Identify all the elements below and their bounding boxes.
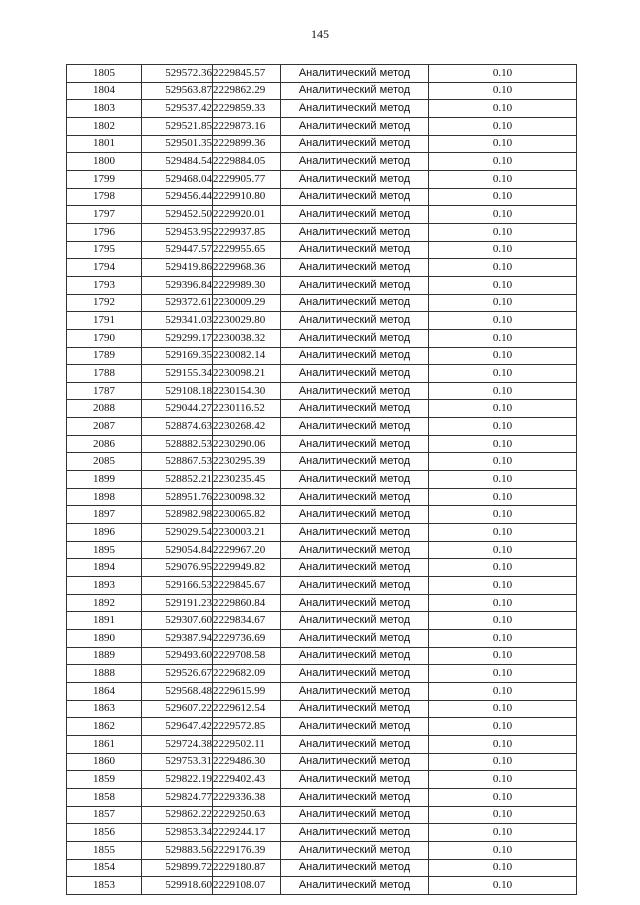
accuracy-cell: 0.10 bbox=[429, 524, 577, 542]
point-number-cell: 2085 bbox=[67, 453, 142, 471]
y-coordinate-cell: 2229486.30 bbox=[213, 753, 281, 771]
point-number-cell: 1799 bbox=[67, 170, 142, 188]
point-number-cell: 1791 bbox=[67, 312, 142, 330]
accuracy-cell: 0.10 bbox=[429, 471, 577, 489]
x-coordinate-cell: 529456.44 bbox=[142, 188, 213, 206]
method-cell: Аналитический метод bbox=[281, 524, 429, 542]
point-number-cell: 2088 bbox=[67, 400, 142, 418]
y-coordinate-cell: 2229873.16 bbox=[213, 117, 281, 135]
x-coordinate-cell: 529899.72 bbox=[142, 859, 213, 877]
table-row bbox=[67, 382, 577, 400]
point-number-cell: 1891 bbox=[67, 612, 142, 630]
x-coordinate-cell: 529753.31 bbox=[142, 753, 213, 771]
method-cell: Аналитический метод bbox=[281, 188, 429, 206]
y-coordinate-cell: 2230065.82 bbox=[213, 506, 281, 524]
method-cell: Аналитический метод bbox=[281, 506, 429, 524]
table-row bbox=[67, 259, 577, 277]
method-cell: Аналитический метод bbox=[281, 65, 429, 83]
accuracy-cell: 0.10 bbox=[429, 223, 577, 241]
accuracy-cell: 0.10 bbox=[429, 682, 577, 700]
method-cell: Аналитический метод bbox=[281, 753, 429, 771]
point-number-cell: 1895 bbox=[67, 541, 142, 559]
method-cell: Аналитический метод bbox=[281, 206, 429, 224]
accuracy-cell: 0.10 bbox=[429, 418, 577, 436]
point-number-cell: 2087 bbox=[67, 418, 142, 436]
table-row bbox=[67, 135, 577, 153]
accuracy-cell: 0.10 bbox=[429, 206, 577, 224]
table-row bbox=[67, 559, 577, 577]
table-row bbox=[67, 241, 577, 259]
point-number-cell: 1862 bbox=[67, 718, 142, 736]
x-coordinate-cell: 528951.76 bbox=[142, 488, 213, 506]
method-cell: Аналитический метод bbox=[281, 276, 429, 294]
x-coordinate-cell: 529724.38 bbox=[142, 735, 213, 753]
table-row bbox=[67, 418, 577, 436]
y-coordinate-cell: 2229176.39 bbox=[213, 841, 281, 859]
y-coordinate-cell: 2229180.87 bbox=[213, 859, 281, 877]
y-coordinate-cell: 2230295.39 bbox=[213, 453, 281, 471]
accuracy-cell: 0.10 bbox=[429, 841, 577, 859]
accuracy-cell: 0.10 bbox=[429, 276, 577, 294]
method-cell: Аналитический метод bbox=[281, 471, 429, 489]
accuracy-cell: 0.10 bbox=[429, 577, 577, 595]
point-number-cell: 1792 bbox=[67, 294, 142, 312]
accuracy-cell: 0.10 bbox=[429, 753, 577, 771]
point-number-cell: 1858 bbox=[67, 788, 142, 806]
accuracy-cell: 0.10 bbox=[429, 788, 577, 806]
point-number-cell: 1788 bbox=[67, 365, 142, 383]
accuracy-cell: 0.10 bbox=[429, 382, 577, 400]
accuracy-cell: 0.10 bbox=[429, 630, 577, 648]
table-row bbox=[67, 630, 577, 648]
table-row bbox=[67, 100, 577, 118]
accuracy-cell: 0.10 bbox=[429, 488, 577, 506]
method-cell: Аналитический метод bbox=[281, 700, 429, 718]
point-number-cell: 1787 bbox=[67, 382, 142, 400]
x-coordinate-cell: 529493.60 bbox=[142, 647, 213, 665]
x-coordinate-cell: 529029.54 bbox=[142, 524, 213, 542]
x-coordinate-cell: 529647.42 bbox=[142, 718, 213, 736]
point-number-cell: 1800 bbox=[67, 153, 142, 171]
y-coordinate-cell: 2230116.52 bbox=[213, 400, 281, 418]
accuracy-cell: 0.10 bbox=[429, 170, 577, 188]
table-row bbox=[67, 506, 577, 524]
point-number-cell: 1853 bbox=[67, 877, 142, 895]
method-cell: Аналитический метод bbox=[281, 824, 429, 842]
x-coordinate-cell: 529862.22 bbox=[142, 806, 213, 824]
point-number-cell: 1892 bbox=[67, 594, 142, 612]
y-coordinate-cell: 2229859.33 bbox=[213, 100, 281, 118]
point-number-cell: 1805 bbox=[67, 65, 142, 83]
table-row bbox=[67, 665, 577, 683]
x-coordinate-cell: 529526.67 bbox=[142, 665, 213, 683]
x-coordinate-cell: 529853.34 bbox=[142, 824, 213, 842]
y-coordinate-cell: 2230029.80 bbox=[213, 312, 281, 330]
accuracy-cell: 0.10 bbox=[429, 700, 577, 718]
x-coordinate-cell: 528867.53 bbox=[142, 453, 213, 471]
x-coordinate-cell: 529883.56 bbox=[142, 841, 213, 859]
y-coordinate-cell: 2229949.82 bbox=[213, 559, 281, 577]
table-row bbox=[67, 488, 577, 506]
x-coordinate-cell: 529341.03 bbox=[142, 312, 213, 330]
x-coordinate-cell: 529155.34 bbox=[142, 365, 213, 383]
x-coordinate-cell: 529108.18 bbox=[142, 382, 213, 400]
point-number-cell: 1859 bbox=[67, 771, 142, 789]
x-coordinate-cell: 528882.53 bbox=[142, 435, 213, 453]
y-coordinate-cell: 2230098.32 bbox=[213, 488, 281, 506]
x-coordinate-cell: 529607.22 bbox=[142, 700, 213, 718]
accuracy-cell: 0.10 bbox=[429, 806, 577, 824]
y-coordinate-cell: 2229682.09 bbox=[213, 665, 281, 683]
table-row bbox=[67, 700, 577, 718]
table-row bbox=[67, 647, 577, 665]
x-coordinate-cell: 529299.17 bbox=[142, 329, 213, 347]
point-number-cell: 1860 bbox=[67, 753, 142, 771]
point-number-cell: 2086 bbox=[67, 435, 142, 453]
point-number-cell: 1801 bbox=[67, 135, 142, 153]
method-cell: Аналитический метод bbox=[281, 135, 429, 153]
method-cell: Аналитический метод bbox=[281, 718, 429, 736]
point-number-cell: 1803 bbox=[67, 100, 142, 118]
point-number-cell: 1855 bbox=[67, 841, 142, 859]
table-row bbox=[67, 753, 577, 771]
method-cell: Аналитический метод bbox=[281, 735, 429, 753]
accuracy-cell: 0.10 bbox=[429, 117, 577, 135]
accuracy-cell: 0.10 bbox=[429, 100, 577, 118]
method-cell: Аналитический метод bbox=[281, 630, 429, 648]
method-cell: Аналитический метод bbox=[281, 577, 429, 595]
x-coordinate-cell: 529824.77 bbox=[142, 788, 213, 806]
y-coordinate-cell: 2229955.65 bbox=[213, 241, 281, 259]
accuracy-cell: 0.10 bbox=[429, 594, 577, 612]
method-cell: Аналитический метод bbox=[281, 365, 429, 383]
y-coordinate-cell: 2229502.11 bbox=[213, 735, 281, 753]
table-row bbox=[67, 400, 577, 418]
accuracy-cell: 0.10 bbox=[429, 559, 577, 577]
y-coordinate-cell: 2230098.21 bbox=[213, 365, 281, 383]
y-coordinate-cell: 2229860.84 bbox=[213, 594, 281, 612]
point-number-cell: 1789 bbox=[67, 347, 142, 365]
table-row bbox=[67, 788, 577, 806]
point-number-cell: 1802 bbox=[67, 117, 142, 135]
y-coordinate-cell: 2229250.63 bbox=[213, 806, 281, 824]
method-cell: Аналитический метод bbox=[281, 541, 429, 559]
table-row bbox=[67, 276, 577, 294]
y-coordinate-cell: 2229905.77 bbox=[213, 170, 281, 188]
x-coordinate-cell: 529568.48 bbox=[142, 682, 213, 700]
method-cell: Аналитический метод bbox=[281, 682, 429, 700]
y-coordinate-cell: 2229920.01 bbox=[213, 206, 281, 224]
x-coordinate-cell: 529396.84 bbox=[142, 276, 213, 294]
point-number-cell: 1890 bbox=[67, 630, 142, 648]
accuracy-cell: 0.10 bbox=[429, 506, 577, 524]
x-coordinate-cell: 529387.94 bbox=[142, 630, 213, 648]
x-coordinate-cell: 529166.53 bbox=[142, 577, 213, 595]
method-cell: Аналитический метод bbox=[281, 647, 429, 665]
method-cell: Аналитический метод bbox=[281, 294, 429, 312]
accuracy-cell: 0.10 bbox=[429, 824, 577, 842]
method-cell: Аналитический метод bbox=[281, 100, 429, 118]
method-cell: Аналитический метод bbox=[281, 859, 429, 877]
table-row bbox=[67, 65, 577, 83]
y-coordinate-cell: 2229402.43 bbox=[213, 771, 281, 789]
x-coordinate-cell: 529468.04 bbox=[142, 170, 213, 188]
x-coordinate-cell: 529054.84 bbox=[142, 541, 213, 559]
page-number: 145 bbox=[311, 27, 329, 41]
x-coordinate-cell: 529521.85 bbox=[142, 117, 213, 135]
y-coordinate-cell: 2229899.36 bbox=[213, 135, 281, 153]
method-cell: Аналитический метод bbox=[281, 594, 429, 612]
table-row bbox=[67, 541, 577, 559]
accuracy-cell: 0.10 bbox=[429, 647, 577, 665]
table-row bbox=[67, 612, 577, 630]
point-number-cell: 1861 bbox=[67, 735, 142, 753]
y-coordinate-cell: 2230038.32 bbox=[213, 329, 281, 347]
accuracy-cell: 0.10 bbox=[429, 541, 577, 559]
point-number-cell: 1794 bbox=[67, 259, 142, 277]
x-coordinate-cell: 529572.36 bbox=[142, 65, 213, 83]
point-number-cell: 1798 bbox=[67, 188, 142, 206]
method-cell: Аналитический метод bbox=[281, 347, 429, 365]
point-number-cell: 1889 bbox=[67, 647, 142, 665]
y-coordinate-cell: 2229968.36 bbox=[213, 259, 281, 277]
accuracy-cell: 0.10 bbox=[429, 435, 577, 453]
x-coordinate-cell: 529307.60 bbox=[142, 612, 213, 630]
x-coordinate-cell: 529169.35 bbox=[142, 347, 213, 365]
point-number-cell: 1797 bbox=[67, 206, 142, 224]
y-coordinate-cell: 2229108.07 bbox=[213, 877, 281, 895]
y-coordinate-cell: 2229612.54 bbox=[213, 700, 281, 718]
method-cell: Аналитический метод bbox=[281, 665, 429, 683]
accuracy-cell: 0.10 bbox=[429, 259, 577, 277]
table-row bbox=[67, 859, 577, 877]
method-cell: Аналитический метод bbox=[281, 153, 429, 171]
x-coordinate-cell: 529563.87 bbox=[142, 82, 213, 100]
x-coordinate-cell: 529537.42 bbox=[142, 100, 213, 118]
x-coordinate-cell: 529447.57 bbox=[142, 241, 213, 259]
table-row bbox=[67, 206, 577, 224]
accuracy-cell: 0.10 bbox=[429, 82, 577, 100]
point-number-cell: 1899 bbox=[67, 471, 142, 489]
accuracy-cell: 0.10 bbox=[429, 612, 577, 630]
y-coordinate-cell: 2230082.14 bbox=[213, 347, 281, 365]
x-coordinate-cell: 528852.21 bbox=[142, 471, 213, 489]
y-coordinate-cell: 2230009.29 bbox=[213, 294, 281, 312]
point-number-cell: 1897 bbox=[67, 506, 142, 524]
point-number-cell: 1856 bbox=[67, 824, 142, 842]
accuracy-cell: 0.10 bbox=[429, 65, 577, 83]
y-coordinate-cell: 2229910.80 bbox=[213, 188, 281, 206]
method-cell: Аналитический метод bbox=[281, 223, 429, 241]
method-cell: Аналитический метод bbox=[281, 453, 429, 471]
accuracy-cell: 0.10 bbox=[429, 365, 577, 383]
point-number-cell: 1854 bbox=[67, 859, 142, 877]
method-cell: Аналитический метод bbox=[281, 329, 429, 347]
y-coordinate-cell: 2230154.30 bbox=[213, 382, 281, 400]
table-row bbox=[67, 453, 577, 471]
table-row bbox=[67, 188, 577, 206]
point-number-cell: 1804 bbox=[67, 82, 142, 100]
y-coordinate-cell: 2230235.45 bbox=[213, 471, 281, 489]
accuracy-cell: 0.10 bbox=[429, 735, 577, 753]
accuracy-cell: 0.10 bbox=[429, 877, 577, 895]
point-number-cell: 1893 bbox=[67, 577, 142, 595]
method-cell: Аналитический метод bbox=[281, 806, 429, 824]
method-cell: Аналитический метод bbox=[281, 559, 429, 577]
table-row bbox=[67, 877, 577, 895]
table-row bbox=[67, 806, 577, 824]
method-cell: Аналитический метод bbox=[281, 400, 429, 418]
x-coordinate-cell: 529822.19 bbox=[142, 771, 213, 789]
point-number-cell: 1898 bbox=[67, 488, 142, 506]
point-number-cell: 1790 bbox=[67, 329, 142, 347]
table-row bbox=[67, 312, 577, 330]
method-cell: Аналитический метод bbox=[281, 259, 429, 277]
x-coordinate-cell: 529044.27 bbox=[142, 400, 213, 418]
y-coordinate-cell: 2230003.21 bbox=[213, 524, 281, 542]
table-row bbox=[67, 365, 577, 383]
accuracy-cell: 0.10 bbox=[429, 400, 577, 418]
method-cell: Аналитический метод bbox=[281, 241, 429, 259]
table-row bbox=[67, 223, 577, 241]
point-number-cell: 1857 bbox=[67, 806, 142, 824]
y-coordinate-cell: 2229736.69 bbox=[213, 630, 281, 648]
y-coordinate-cell: 2229708.58 bbox=[213, 647, 281, 665]
accuracy-cell: 0.10 bbox=[429, 241, 577, 259]
y-coordinate-cell: 2229989.30 bbox=[213, 276, 281, 294]
x-coordinate-cell: 529918.60 bbox=[142, 877, 213, 895]
point-number-cell: 1894 bbox=[67, 559, 142, 577]
table-row bbox=[67, 329, 577, 347]
x-coordinate-cell: 529484.54 bbox=[142, 153, 213, 171]
table-row bbox=[67, 347, 577, 365]
table-row bbox=[67, 841, 577, 859]
y-coordinate-cell: 2229862.29 bbox=[213, 82, 281, 100]
y-coordinate-cell: 2229884.05 bbox=[213, 153, 281, 171]
method-cell: Аналитический метод bbox=[281, 435, 429, 453]
table-row bbox=[67, 735, 577, 753]
x-coordinate-cell: 528982.98 bbox=[142, 506, 213, 524]
method-cell: Аналитический метод bbox=[281, 877, 429, 895]
accuracy-cell: 0.10 bbox=[429, 718, 577, 736]
y-coordinate-cell: 2229336.38 bbox=[213, 788, 281, 806]
table-row bbox=[67, 771, 577, 789]
method-cell: Аналитический метод bbox=[281, 612, 429, 630]
accuracy-cell: 0.10 bbox=[429, 312, 577, 330]
table-row bbox=[67, 294, 577, 312]
accuracy-cell: 0.10 bbox=[429, 294, 577, 312]
accuracy-cell: 0.10 bbox=[429, 347, 577, 365]
accuracy-cell: 0.10 bbox=[429, 771, 577, 789]
table-row bbox=[67, 682, 577, 700]
accuracy-cell: 0.10 bbox=[429, 153, 577, 171]
y-coordinate-cell: 2230290.06 bbox=[213, 435, 281, 453]
accuracy-cell: 0.10 bbox=[429, 665, 577, 683]
method-cell: Аналитический метод bbox=[281, 82, 429, 100]
method-cell: Аналитический метод bbox=[281, 117, 429, 135]
y-coordinate-cell: 2229572.85 bbox=[213, 718, 281, 736]
y-coordinate-cell: 2229937.85 bbox=[213, 223, 281, 241]
point-number-cell: 1896 bbox=[67, 524, 142, 542]
table-row bbox=[67, 824, 577, 842]
table-row bbox=[67, 117, 577, 135]
x-coordinate-cell: 529419.86 bbox=[142, 259, 213, 277]
x-coordinate-cell: 529191.23 bbox=[142, 594, 213, 612]
method-cell: Аналитический метод bbox=[281, 771, 429, 789]
table-row bbox=[67, 577, 577, 595]
table-row bbox=[67, 594, 577, 612]
point-number-cell: 1795 bbox=[67, 241, 142, 259]
table-row bbox=[67, 435, 577, 453]
table-row bbox=[67, 471, 577, 489]
y-coordinate-cell: 2229244.17 bbox=[213, 824, 281, 842]
accuracy-cell: 0.10 bbox=[429, 188, 577, 206]
method-cell: Аналитический метод bbox=[281, 841, 429, 859]
x-coordinate-cell: 529452.50 bbox=[142, 206, 213, 224]
table-row bbox=[67, 153, 577, 171]
method-cell: Аналитический метод bbox=[281, 788, 429, 806]
method-cell: Аналитический метод bbox=[281, 382, 429, 400]
point-number-cell: 1864 bbox=[67, 682, 142, 700]
point-number-cell: 1793 bbox=[67, 276, 142, 294]
point-number-cell: 1863 bbox=[67, 700, 142, 718]
y-coordinate-cell: 2229967.20 bbox=[213, 541, 281, 559]
x-coordinate-cell: 529076.95 bbox=[142, 559, 213, 577]
y-coordinate-cell: 2229834.67 bbox=[213, 612, 281, 630]
accuracy-cell: 0.10 bbox=[429, 135, 577, 153]
method-cell: Аналитический метод bbox=[281, 170, 429, 188]
y-coordinate-cell: 2230268.42 bbox=[213, 418, 281, 436]
x-coordinate-cell: 529501.35 bbox=[142, 135, 213, 153]
point-number-cell: 1796 bbox=[67, 223, 142, 241]
x-coordinate-cell: 529453.95 bbox=[142, 223, 213, 241]
x-coordinate-cell: 528874.63 bbox=[142, 418, 213, 436]
coordinates-table-body bbox=[67, 65, 577, 895]
accuracy-cell: 0.10 bbox=[429, 859, 577, 877]
table-row bbox=[67, 82, 577, 100]
x-coordinate-cell: 529372.61 bbox=[142, 294, 213, 312]
point-number-cell: 1888 bbox=[67, 665, 142, 683]
y-coordinate-cell: 2229845.57 bbox=[213, 65, 281, 83]
table-row bbox=[67, 718, 577, 736]
coordinates-table bbox=[66, 64, 577, 895]
y-coordinate-cell: 2229845.67 bbox=[213, 577, 281, 595]
method-cell: Аналитический метод bbox=[281, 312, 429, 330]
accuracy-cell: 0.10 bbox=[429, 453, 577, 471]
y-coordinate-cell: 2229615.99 bbox=[213, 682, 281, 700]
table-row bbox=[67, 170, 577, 188]
method-cell: Аналитический метод bbox=[281, 488, 429, 506]
method-cell: Аналитический метод bbox=[281, 418, 429, 436]
accuracy-cell: 0.10 bbox=[429, 329, 577, 347]
table-row bbox=[67, 524, 577, 542]
